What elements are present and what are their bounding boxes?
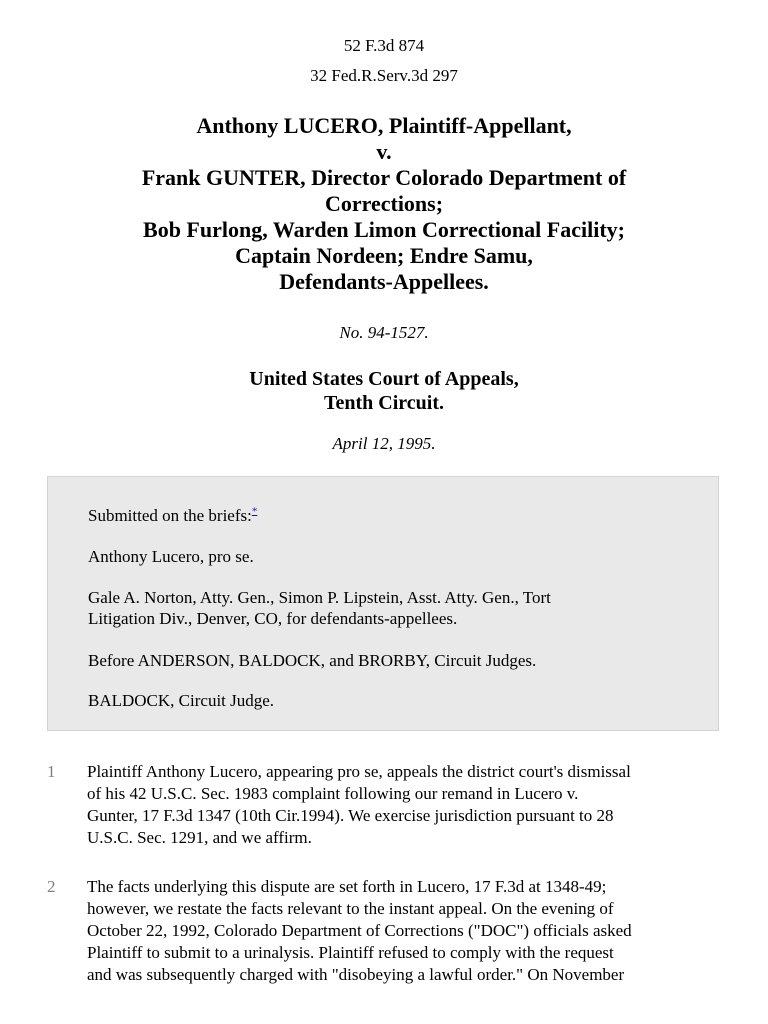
paragraph-line: October 22, 1992, Colorado Department of Corrections ("DOC") officials asked: [87, 921, 632, 940]
reporter-citation: 52 F.3d 874: [343, 36, 425, 55]
panel-judges: Before ANDERSON, BALDOCK, and BRORBY, Circuit Judges.: [88, 651, 537, 670]
pro-se-line: Anthony Lucero, pro se.: [88, 547, 254, 566]
paragraph-text: [87, 876, 727, 986]
paragraph-line: Plaintiff Anthony Lucero, appearing pro se, appeals the district court's dismissal: [87, 762, 631, 781]
caption-line: v.: [376, 139, 392, 164]
caption-line: Bob Furlong, Warden Limon Correctional Facility;: [143, 217, 625, 242]
court-line: United States Court of Appeals,: [249, 368, 519, 390]
briefs-panel: [47, 476, 719, 731]
paragraph-line: Gunter, 17 F.3d 1347 (10th Cir.1994). We exercise jurisdiction pursuant to 28: [87, 806, 614, 825]
case-caption: [0, 113, 768, 295]
counsel-for-appellees: [88, 587, 688, 629]
paragraph-line: and was subsequently charged with "disobeying a lawful order." On November: [87, 965, 625, 984]
paragraph-line: of his 42 U.S.C. Sec. 1983 complaint following our remand in Lucero v.: [87, 784, 579, 803]
opinion-author: BALDOCK, Circuit Judge.: [88, 691, 275, 710]
caption-line: Captain Nordeen; Endre Samu,: [235, 243, 533, 268]
counsel-line: Litigation Div., Denver, CO, for defendants-appellees.: [88, 609, 458, 628]
caption-line: Corrections;: [324, 191, 444, 216]
paragraph-number: 1: [47, 762, 56, 781]
decision-date: April 12, 1995.: [332, 434, 436, 453]
docket-number: No. 94-1527.: [339, 323, 429, 342]
paragraph-line: however, we restate the facts relevant to the instant appeal. On the evening of: [87, 899, 614, 918]
court-name: [0, 367, 768, 415]
paragraph-line: The facts underlying this dispute are set forth in Lucero, 17 F.3d at 1348-49;: [87, 877, 607, 896]
paragraph-text: [87, 761, 727, 849]
court-line: Tenth Circuit.: [323, 392, 445, 414]
submitted-label: Submitted on the briefs:: [88, 506, 252, 525]
paragraph-number: 2: [47, 877, 56, 896]
caption-line: Defendants-Appellees.: [279, 269, 489, 294]
paragraph-line: U.S.C. Sec. 1291, and we affirm.: [87, 828, 312, 847]
caption-line: Anthony LUCERO, Plaintiff-Appellant,: [196, 113, 572, 138]
caption-line: Frank GUNTER, Director Colorado Department of: [141, 165, 627, 190]
paragraph-line: Plaintiff to submit to a urinalysis. Plaintiff refused to comply with the request: [87, 943, 614, 962]
counsel-line: Gale A. Norton, Atty. Gen., Simon P. Lipstein, Asst. Atty. Gen., Tort: [88, 588, 551, 607]
submitted-on-briefs: [88, 505, 688, 526]
footnote-link[interactable]: *: [251, 505, 258, 518]
parallel-citation: 32 Fed.R.Serv.3d 297: [310, 66, 458, 85]
